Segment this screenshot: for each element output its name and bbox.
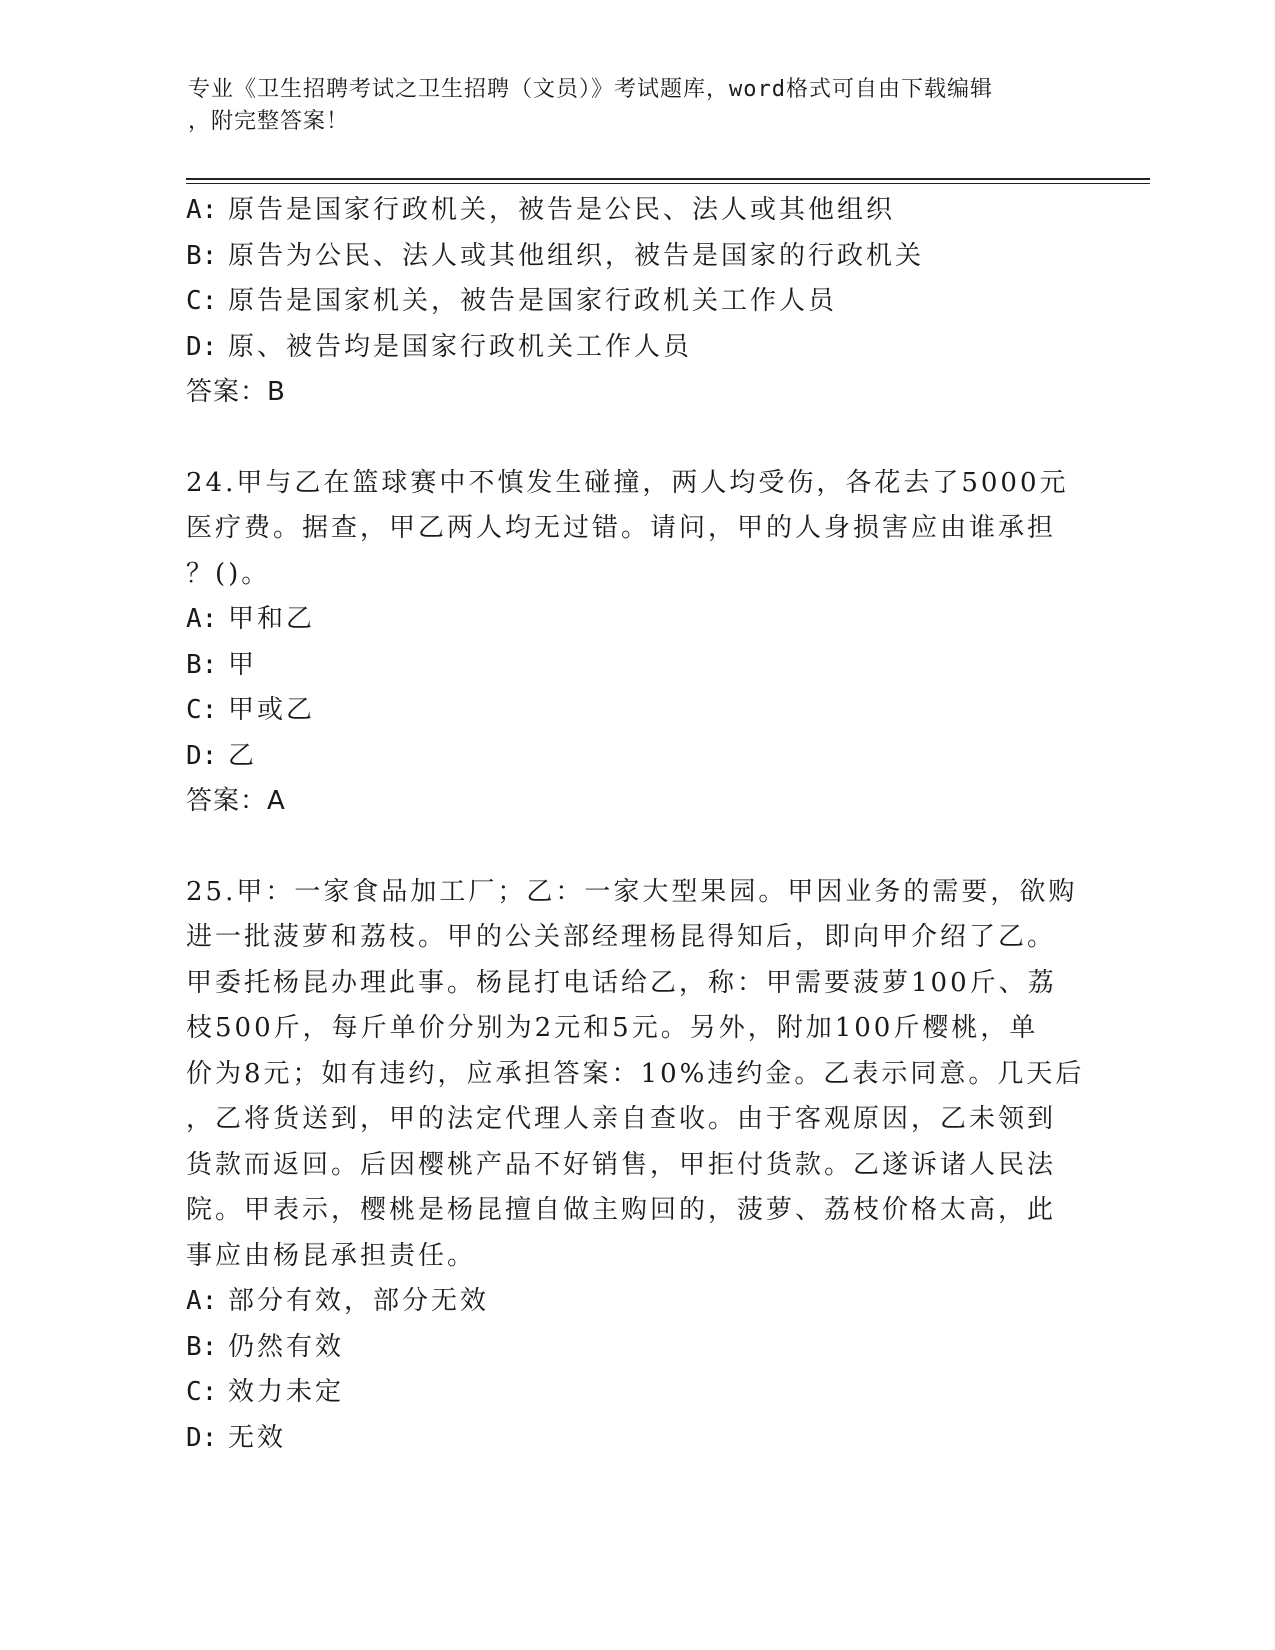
option-a: [186, 597, 1066, 643]
question-content: [186, 188, 1085, 1461]
option-letter: D:: [186, 740, 218, 771]
option-b: [186, 643, 1066, 689]
option-text: 无效: [228, 1422, 287, 1453]
stem-line: 医疗费。据查，甲乙两人均无过错。请问，甲的人身损害应由谁承担: [186, 513, 1057, 543]
option-text: 甲: [228, 649, 258, 680]
option-text: 原告是国家行政机关，被告是公民、法人或其他组织: [228, 195, 896, 225]
option-text: 甲或乙: [228, 695, 316, 725]
option-letter: C:: [186, 1377, 218, 1407]
stem-line: 进一批菠萝和荔枝。甲的公关部经理杨昆得知后，即向甲介绍了乙。: [186, 922, 1057, 952]
header-line-2: ，附完整答案！: [188, 109, 350, 134]
option-c: [186, 279, 1066, 325]
answer-line: 答案：A: [186, 786, 286, 816]
option-letter: C:: [186, 695, 218, 725]
option-text: 原告为公民、法人或其他组织，被告是国家的行政机关: [228, 240, 925, 271]
option-d: [186, 325, 1066, 371]
option-b: [186, 1325, 1066, 1371]
stem-line: ？()。: [186, 558, 271, 589]
stem-line: 院。甲表示，樱桃是杨昆擅自做主购回的，菠萝、荔枝价格太高，此: [186, 1195, 1057, 1225]
option-letter: B:: [186, 240, 218, 271]
option-letter: B:: [186, 1331, 218, 1362]
stem-line: 事应由杨昆承担责任。: [186, 1240, 477, 1271]
option-letter: B:: [186, 649, 218, 680]
spacer: [186, 416, 1066, 461]
answer-line: 答案：B: [186, 377, 286, 407]
option-text: 原、被告均是国家行政机关工作人员: [228, 331, 693, 362]
option-letter: D:: [186, 331, 218, 362]
question-23-options: [186, 188, 1066, 416]
option-letter: A:: [186, 195, 218, 225]
stem-line: 24.甲与乙在篮球赛中不慎发生碰撞，两人均受伤，各花去了5000元: [186, 467, 1069, 498]
stem-line: 价为8元；如有违约，应承担答案：10%违约金。乙表示同意。几天后: [186, 1058, 1085, 1089]
option-b: [186, 234, 1066, 280]
stem-line: 25.甲：一家食品加工厂；乙：一家大型果园。甲因业务的需要，欲购: [186, 876, 1078, 907]
option-text: 仍然有效: [228, 1331, 345, 1362]
stem-line: 货款而返回。后因樱桃产品不好销售，甲拒付货款。乙遂诉诸人民法: [186, 1149, 1057, 1180]
option-text: 原告是国家机关，被告是国家行政机关工作人员: [228, 286, 838, 316]
option-d: [186, 734, 1066, 780]
header-divider-thin: [186, 183, 1150, 184]
option-d: [186, 1416, 1066, 1462]
option-letter: A:: [186, 1286, 218, 1316]
option-letter: A:: [186, 604, 218, 634]
option-a: [186, 188, 1066, 234]
header-divider: [186, 178, 1150, 180]
question-24: [186, 461, 1069, 825]
option-c: [186, 688, 1066, 734]
option-text: 部分有效，部分无效: [228, 1286, 490, 1316]
document-header: [188, 74, 1068, 138]
question-stem: [186, 870, 1085, 1280]
spacer: [186, 825, 1066, 870]
question-stem: [186, 461, 1069, 598]
option-a: [186, 1279, 1066, 1325]
option-text: 甲和乙: [228, 604, 316, 634]
option-text: 乙: [228, 740, 258, 771]
option-text: 效力未定: [228, 1377, 345, 1407]
question-25: [186, 870, 1085, 1462]
stem-line: 枝500斤，每斤单价分别为2元和5元。另外，附加100斤樱桃，单: [186, 1013, 1039, 1043]
stem-line: 甲委托杨昆办理此事。杨昆打电话给乙，称：甲需要菠萝100斤、荔: [186, 967, 1057, 998]
option-letter: C:: [186, 286, 218, 316]
option-c: [186, 1370, 1066, 1416]
header-line-1: 专业《卫生招聘考试之卫生招聘（文员）》考试题库，word格式可自由下载编辑: [188, 77, 993, 102]
stem-line: ，乙将货送到，甲的法定代理人亲自查收。由于客观原因，乙未领到: [186, 1104, 1057, 1134]
option-letter: D:: [186, 1422, 218, 1453]
